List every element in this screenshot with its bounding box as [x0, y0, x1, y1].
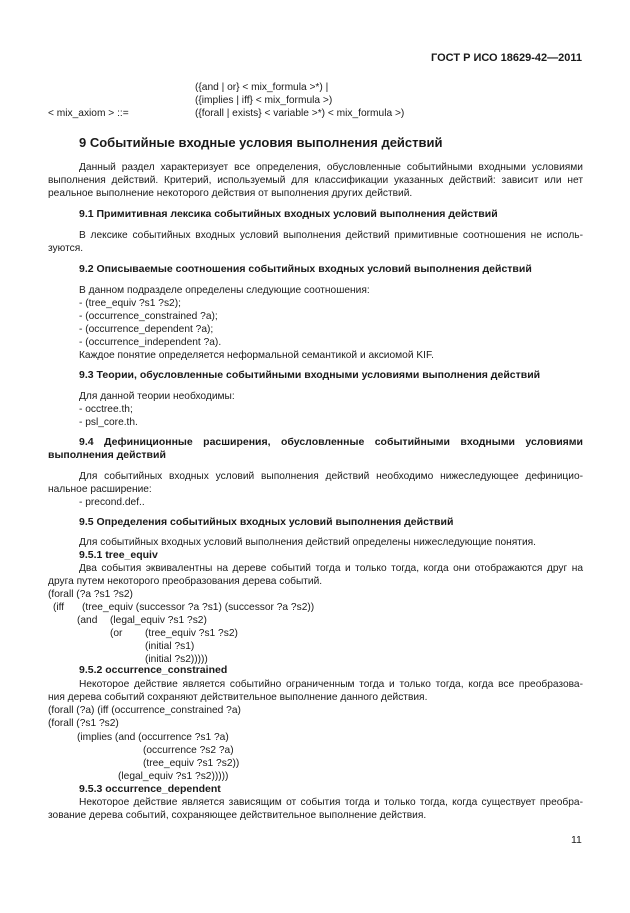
- paragraph-line: ния дерева событий сохраняют действительное выполнение данного действия.: [48, 692, 428, 703]
- kif-line: (forall (?a) (iff (occurrence_constrained ?a): [48, 705, 241, 716]
- paragraph-line: В данном подразделе определены следующие соотношения:: [79, 285, 370, 296]
- paragraph-line: В лексике событийных входных условий выполнения действий примитивные соотношения не исполь-: [79, 230, 583, 241]
- kif-line: (tree_equiv (successor ?a ?s1) (successor ?a ?s2)): [82, 602, 315, 613]
- paragraph-line: Каждое понятие определяется неформальной семантикой и аксиомой KIF.: [79, 350, 434, 361]
- list-item: - (tree_equiv ?s1 ?s2);: [79, 298, 181, 309]
- kif-line: (or: [110, 628, 123, 639]
- kif-line: (initial ?s2))))): [145, 654, 208, 665]
- grammar-rule-lhs: < mix_axiom > ::=: [48, 108, 129, 119]
- kif-line: (legal_equiv ?s1 ?s2): [110, 615, 207, 626]
- kif-line: (iff: [53, 602, 65, 613]
- list-item: - (occurrence_dependent ?a);: [79, 324, 214, 335]
- subsection-heading-cont: выполнения действий: [48, 449, 166, 461]
- standard-header: ГОСТ Р ИСО 18629-42—2011: [431, 52, 583, 64]
- kif-line: (tree_equiv ?s1 ?s2)): [143, 758, 240, 769]
- paragraph-line: реальное выполнение некоторого действия от выполнения других действий.: [48, 188, 413, 199]
- paragraph-line: Для событийных входных условий выполнения действий определены нижеследующие понятия.: [79, 537, 536, 548]
- kif-line: (and: [77, 615, 98, 626]
- paragraph-line: Два события эквивалентны на дереве событий тогда и только тогда, когда они отображаются друг на: [79, 563, 583, 574]
- paragraph-line: Некоторое действие является зависящим от события тогда и только тогда, когда существует преобра-: [79, 797, 583, 808]
- list-item: - occtree.th;: [79, 404, 133, 415]
- paragraph-line: Некоторое действие является событийно ограниченным тогда и только тогда, когда все преобразова-: [79, 679, 583, 690]
- paragraph-line: зуются.: [48, 243, 84, 254]
- subsection-heading: 9.5 Определения событийных входных условий выполнения действий: [79, 516, 454, 528]
- grammar-line: ({and | or} < mix_formula >*) |: [195, 82, 329, 93]
- subsection-heading: 9.4 Дефиниционные расширения, обусловленные событийными входными условиями: [79, 436, 583, 448]
- paragraph-line: выполнения действий. Критерий, используемый для классификации указанных действий: зависит или нет: [48, 175, 583, 186]
- subsection-heading: 9.3 Теории, обусловленные событийными входными условиями выполнения действий: [79, 369, 541, 381]
- list-item: - (occurrence_constrained ?a);: [79, 311, 218, 322]
- definition-heading: 9.5.1 tree_equiv: [79, 549, 158, 561]
- list-item: - (occurrence_independent ?a).: [79, 337, 222, 348]
- grammar-line: ({forall | exists} < variable >*) < mix_formula >): [195, 108, 405, 119]
- list-item: - psl_core.th.: [79, 417, 138, 428]
- paragraph-line: Данный раздел характеризует все определения, обусловленные событийными входными условиями: [79, 162, 583, 173]
- grammar-line: ({implies | iff} < mix_formula >): [195, 95, 333, 106]
- definition-heading: 9.5.2 occurrence_constrained: [79, 664, 228, 676]
- kif-line: (tree_equiv ?s1 ?s2): [145, 628, 238, 639]
- kif-line: (forall (?s1 ?s2): [48, 718, 119, 729]
- paragraph-line: друга путем некоторого преобразования дерева событий.: [48, 576, 323, 587]
- kif-line: (implies (and (occurrence ?s1 ?a): [77, 732, 229, 743]
- page-number: 11: [571, 834, 582, 846]
- paragraph-line: Для данной теории необходимы:: [79, 391, 235, 402]
- paragraph-line: нальное расширение:: [48, 484, 152, 495]
- kif-line: (forall (?a ?s1 ?s2): [48, 589, 133, 600]
- section-heading: 9 Событийные входные условия выполнения действий: [79, 135, 443, 150]
- paragraph-line: Для событийных входных условий выполнения действий необходимо нижеследующее дефиницио-: [79, 471, 583, 482]
- subsection-heading: 9.2 Описываемые соотношения событийных входных условий выполнения действий: [79, 263, 532, 275]
- list-item: - precond.def..: [79, 497, 145, 508]
- subsection-heading: 9.1 Примитивная лексика событийных входных условий выполнения действий: [79, 208, 498, 220]
- definition-heading: 9.5.3 occurrence_dependent: [79, 783, 221, 795]
- kif-line: (occurrence ?s2 ?a): [143, 745, 234, 756]
- kif-line: (legal_equiv ?s1 ?s2))))): [118, 771, 229, 782]
- paragraph-line: зование дерева событий, сохраняющее действительное выполнение действия.: [48, 810, 427, 821]
- kif-line: (initial ?s1): [145, 641, 195, 652]
